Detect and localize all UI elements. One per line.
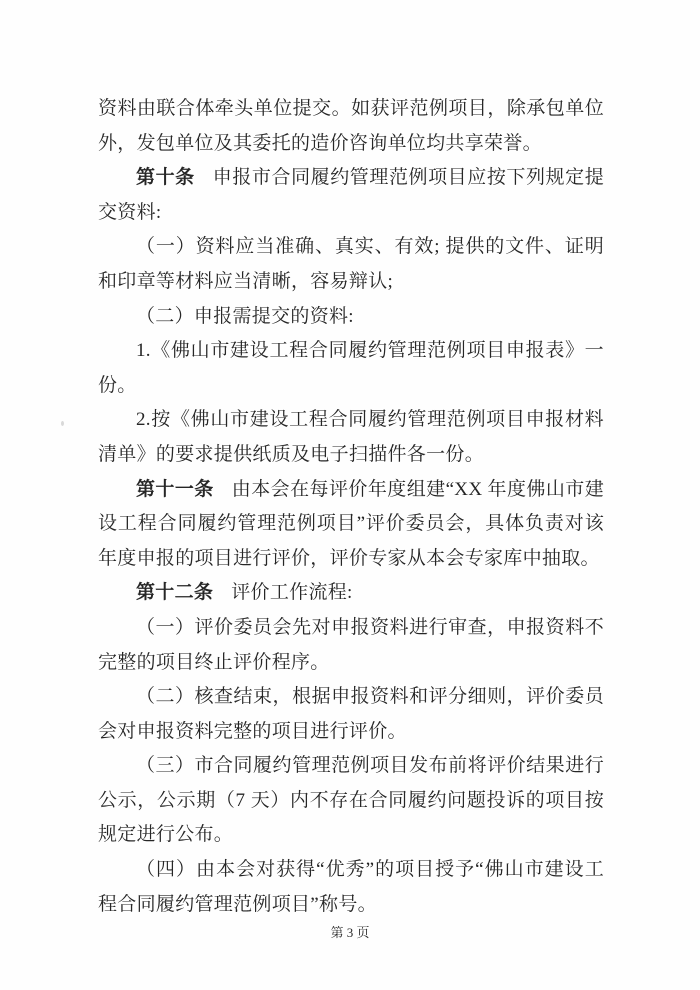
- paragraph-subitem-2: [98, 403, 604, 472]
- paragraph-subitem-1: [98, 334, 604, 403]
- paragraph-text: 由本会在每评价年度组建“XX 年度佛山市建设工程合同履约管理范例项目”评价委员会，具体负责对该年度申报的项目进行评价，评价专家从本会专家库中抽取。: [98, 478, 604, 569]
- paragraph-text: 资料由联合体牵头单位提交。如获评范例项目，除承包单位外，发包单位及其委托的造价咨询单位均共享荣誉。: [98, 98, 604, 154]
- paragraph-article-12: [98, 576, 604, 611]
- paragraph-article-11: [98, 473, 604, 577]
- paragraph-text: （四）由本会对获得“优秀”的项目授予“佛山市建设工程合同履约管理范例项目”称号。: [98, 859, 604, 915]
- paragraph-text: （一）评价委员会先对申报资料进行审查，申报资料不完整的项目终止评价程序。: [98, 616, 604, 673]
- article-11-label: 第十一条: [136, 478, 214, 500]
- paragraph-text: （一）资料应当准确、真实、有效; 提供的文件、证明和印章等材料应当清晰，容易辩认;: [98, 236, 604, 292]
- paragraph-text: 评价工作流程:: [231, 582, 353, 604]
- paragraph-text: （二）核查结束，根据申报资料和评分细则，评价委员会对申报资料完整的项目进行评价。: [98, 686, 604, 742]
- paragraph-item-1: [98, 230, 604, 299]
- paragraph-flow-1: [98, 611, 604, 680]
- paragraph-item-2: [98, 300, 604, 335]
- paragraph-text: （二）申报需提交的资料:: [136, 305, 354, 327]
- paragraph-flow-2: [98, 680, 604, 749]
- paragraph-text: （三）市合同履约管理范例项目发布前将评价结果进行公示，公示期（7 天）内不存在合同履约问题投诉的项目按规定进行公布。: [98, 755, 604, 846]
- paragraph-article-10: [98, 161, 604, 230]
- paragraph-text: 申报市合同履约管理范例项目应按下列规定提交资料:: [98, 167, 604, 223]
- page-number: 第 3 页: [330, 925, 370, 940]
- scan-artifact-dot: [61, 421, 64, 426]
- paragraph-flow-3: [98, 749, 604, 853]
- paragraph-continuation: [98, 92, 604, 161]
- paragraph-text: 1.《佛山市建设工程合同履约管理范例项目申报表》一份。: [98, 340, 604, 396]
- paragraph-text: 2.按《佛山市建设工程合同履约管理范例项目申报材料清单》的要求提供纸质及电子扫描件各一份。: [98, 409, 604, 465]
- document-body: [98, 92, 604, 922]
- page-footer: [0, 922, 700, 941]
- article-12-label: 第十二条: [136, 582, 214, 604]
- paragraph-flow-4: [98, 853, 604, 922]
- article-10-label: 第十条: [136, 167, 195, 189]
